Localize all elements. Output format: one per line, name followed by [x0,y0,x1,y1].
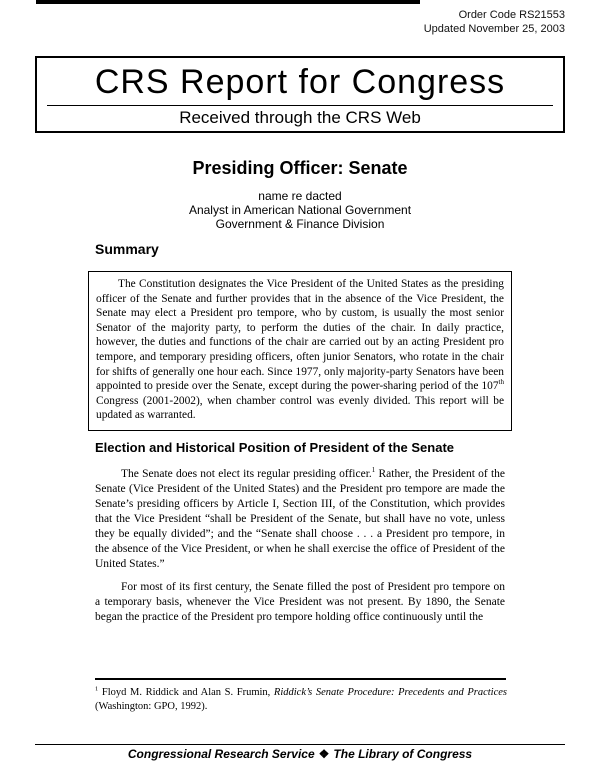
footnote-text-1: Floyd M. Riddick and Alan S. Frumin, [98,687,274,698]
updated-date: Updated November 25, 2003 [423,23,565,35]
masthead-box [35,56,565,133]
author-name: name re dacted [258,189,342,203]
footnote-marker: 1 [95,685,99,693]
masthead-title: CRS Report for Congress [94,63,506,101]
body-paragraph-2: For most of its first century, the Senate filled the post of President pro tempore on a temporary basis, whenever the Vice President was not present. By 1890, the Senate began the practice of the President pro tempore holding office continuously until the [95,581,505,623]
masthead-divider [47,105,553,106]
footer-library-name: The Library of Congress [333,747,473,761]
summary-text-1: The Constitution designates the Vice President of the United States as the presiding officer of the Senate and further provides that in the absence of the Vice President, the Senate may elect a President pro tempore, who by custom, is usually the most senior Senator of the majority party, to perform the duties of the chair. In daily practice, however, the duties and functions of the chair are carried out by an acting President pro tempore, and temporary presiding officers, often junior Senators, who rotate in the chair for shifts of generally one hour each. Since 1977, only majority-party Senators have been appointed to preside over the Senate, except during the power-sharing period of the 107 [96,278,504,393]
body-paragraph-1 [95,467,505,572]
order-code: Order Code RS21553 [458,9,565,21]
footer-divider [35,744,565,745]
byline-block [0,189,600,231]
para1-text-2: Rather, the President of the Senate (Vice President of the United States) and the President pro tempore are made the Senate’s presiding officers by Article I, Section III, of the Constitution, which provides that the Vice President “shall be President of the Senate, but shall have no vote, unless they be equally divided”; and the “Senate shall choose . . . a President pro tempore, in the absence of the Vice President, or when he shall exercise the office of President of the United States.” [95,468,505,570]
summary-paragraph [96,277,504,423]
footnote-divider [95,678,506,680]
footnote-text-2: (Washington: GPO, 1992). [95,700,208,712]
summary-ordinal-sup: th [498,378,504,387]
masthead-subtitle: Received through the CRS Web [179,108,421,127]
page-footer [0,747,600,761]
summary-text-2: Congress (2001-2002), when chamber control was evenly divided. This report will be updated as warranted. [96,394,504,422]
author-division: Government & Finance Division [215,217,385,231]
report-title: Presiding Officer: Senate [192,158,408,178]
footer-service-name: Congressional Research Service [127,747,315,761]
author-role: Analyst in American National Government [188,203,412,217]
para1-text-1: The Senate does not elect its regular presiding officer. [121,468,372,480]
summary-box [88,271,512,431]
footnote-citation-title: Riddick’s Senate Procedure: Precedents and Practices [273,687,507,698]
summary-heading: Summary [95,241,159,257]
section-heading: Election and Historical Position of President of the Senate [95,440,455,455]
footnote [95,686,507,713]
header-meta [260,8,565,36]
diamond-icon: ❖ [318,747,330,761]
scan-edge-bar [36,0,420,4]
footnote-reference: 1 [371,466,376,475]
